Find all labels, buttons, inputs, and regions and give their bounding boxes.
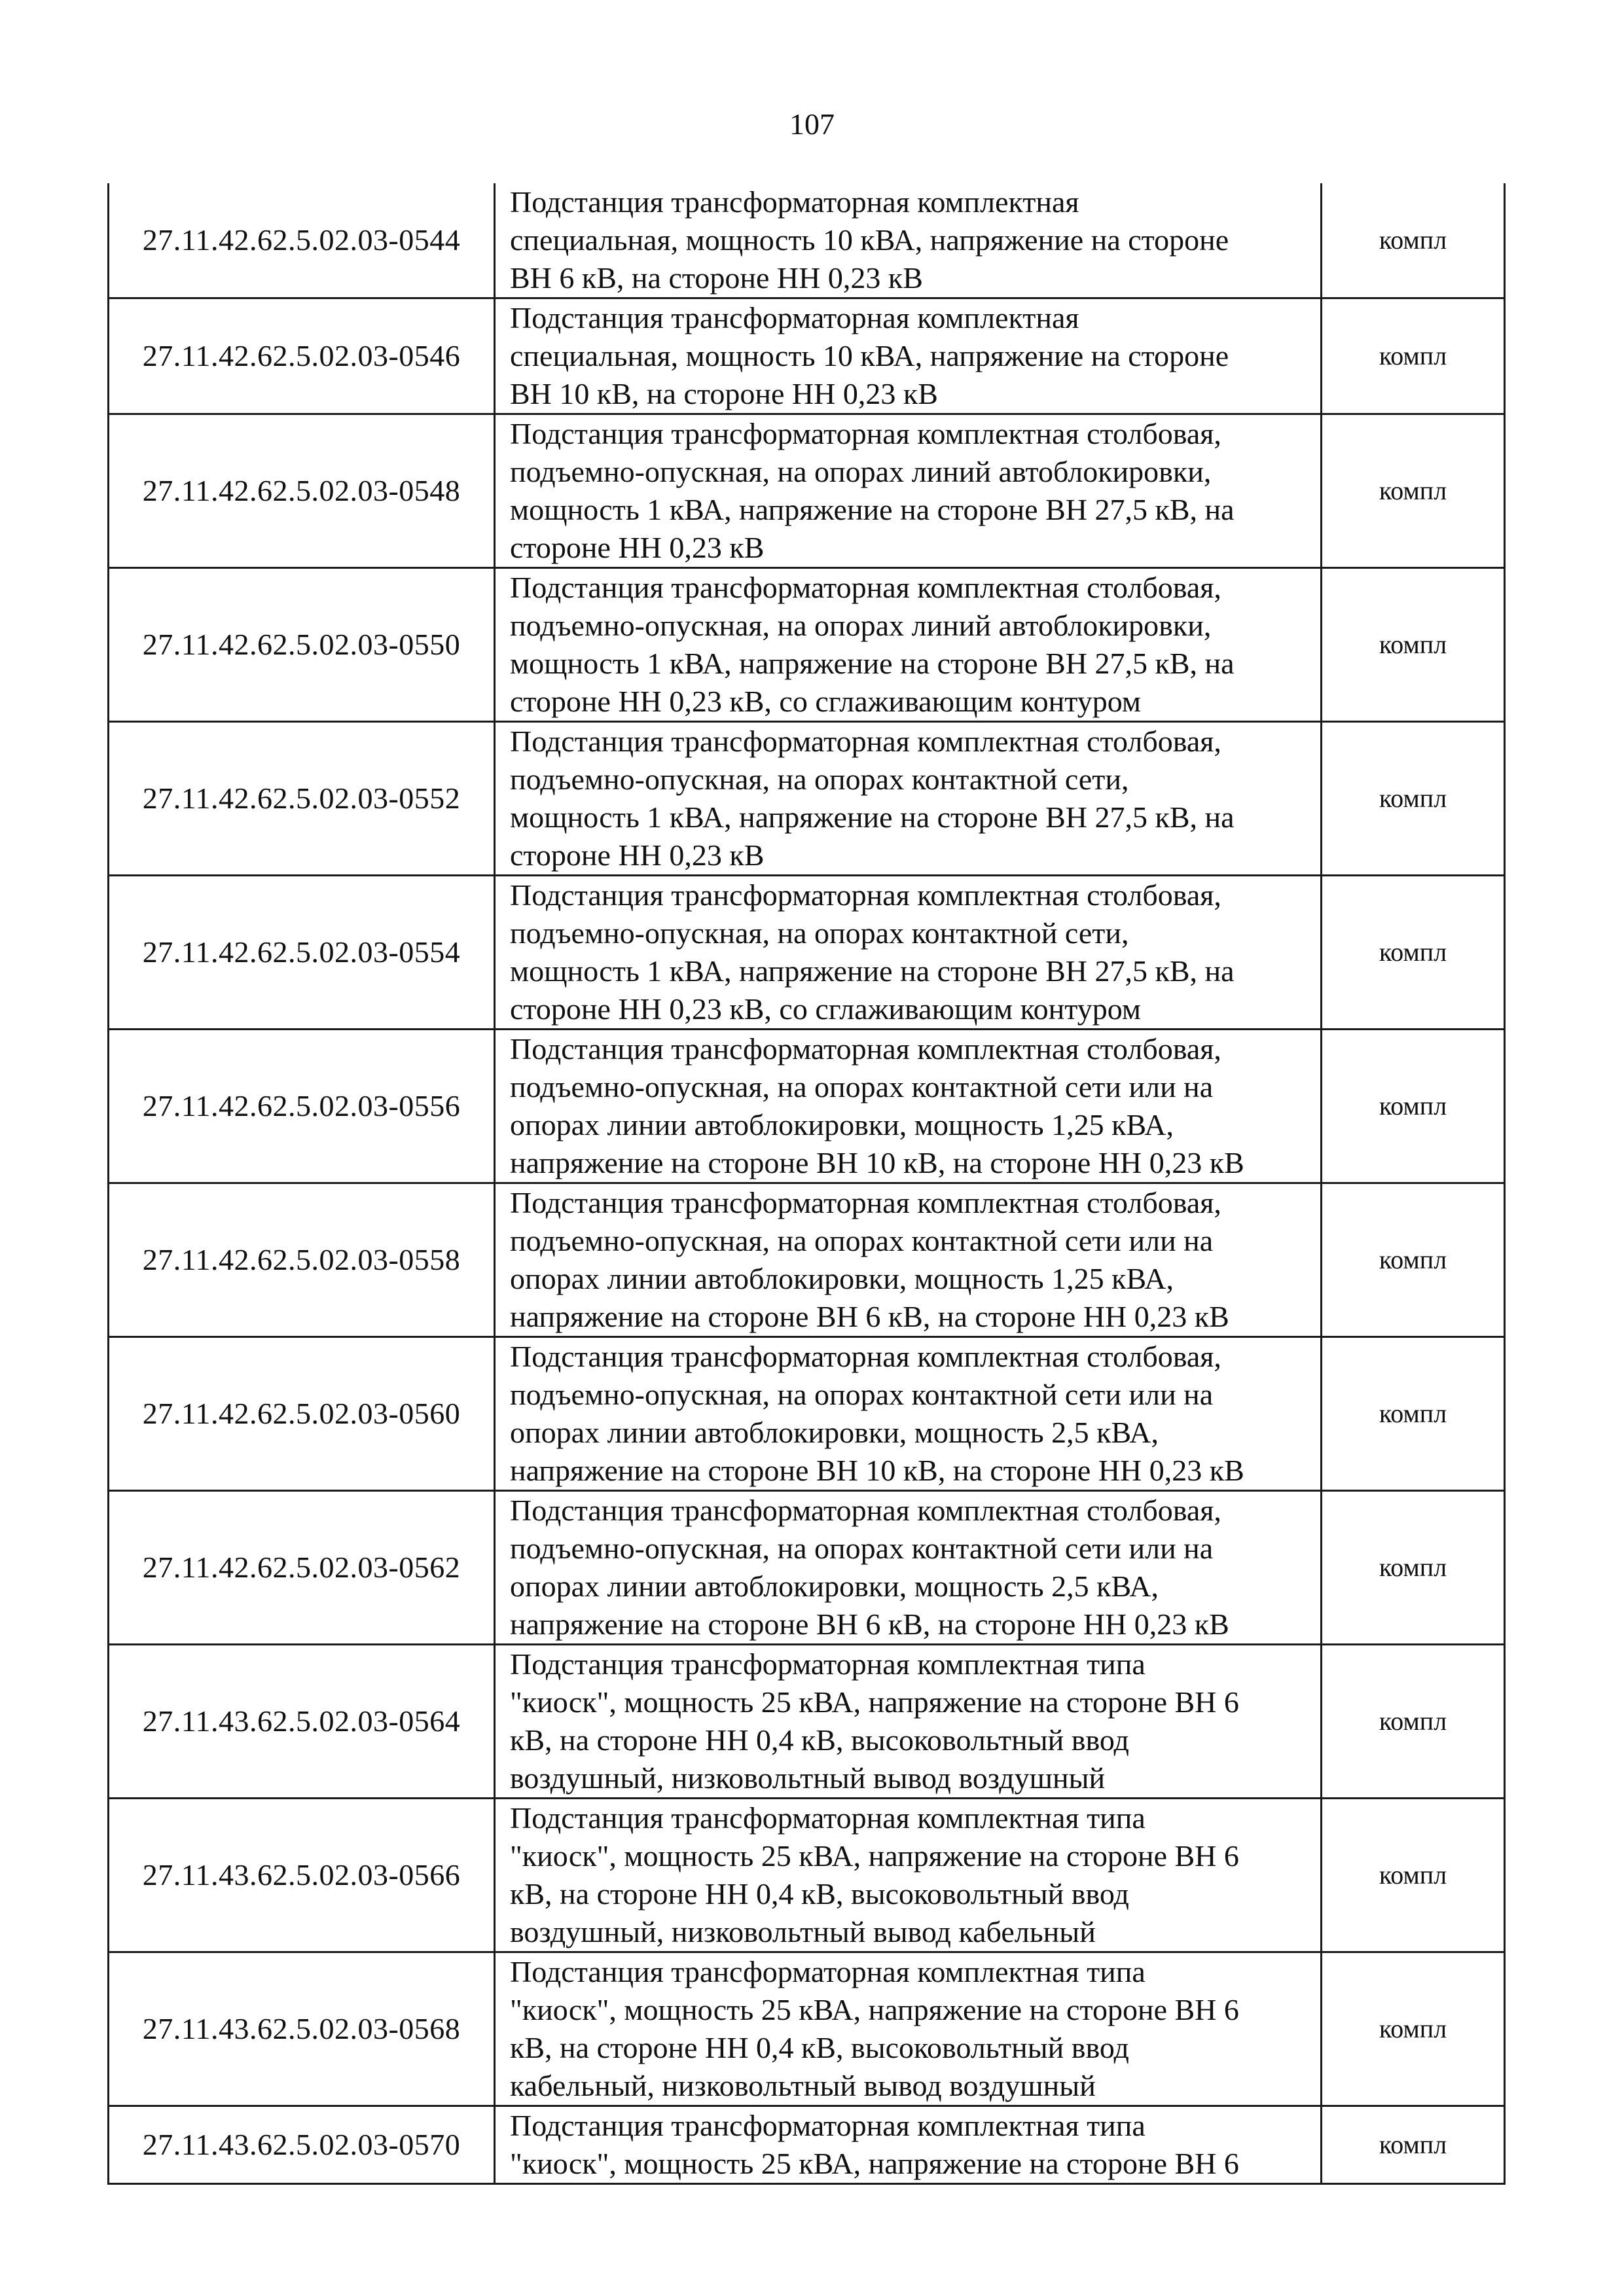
- description-line: Подстанция трансформаторная комплектная столбовая,: [510, 725, 1221, 758]
- description-line: кВ, на стороне НН 0,4 кВ, высоковольтный ввод: [510, 2031, 1129, 2064]
- unit-of-measure: компл: [1322, 414, 1505, 568]
- description-line: Подстанция трансформаторная комплектная типа: [510, 1955, 1146, 1988]
- description-line: воздушный, низковольтный вывод кабельный: [510, 1915, 1096, 1948]
- page-number: 107: [789, 107, 835, 141]
- description-line: специальная, мощность 10 кВА, напряжение на стороне: [510, 223, 1229, 257]
- table-row: [109, 2106, 1505, 2184]
- resource-code: 27.11.43.62.5.02.03-0566: [109, 1799, 495, 1952]
- table-row: [109, 1799, 1505, 1952]
- description-line: напряжение на стороне ВН 10 кВ, на стороне НН 0,23 кВ: [510, 1146, 1244, 1179]
- resource-code: 27.11.43.62.5.02.03-0570: [109, 2106, 495, 2184]
- table-row: [109, 1491, 1505, 1645]
- unit-of-measure: компл: [1322, 722, 1505, 876]
- description-line: подъемно-опускная, на опорах контактной сети или на: [510, 1378, 1214, 1411]
- unit-of-measure: компл: [1322, 1952, 1505, 2106]
- description-line: стороне НН 0,23 кВ: [510, 531, 765, 564]
- description-line: подъемно-опускная, на опорах контактной сети или на: [510, 1532, 1214, 1565]
- resource-code: 27.11.42.62.5.02.03-0548: [109, 414, 495, 568]
- resource-code: 27.11.42.62.5.02.03-0558: [109, 1183, 495, 1337]
- unit-of-measure: компл: [1322, 298, 1505, 414]
- resource-description: [495, 183, 1322, 298]
- description-line: Подстанция трансформаторная комплектная столбовая,: [510, 1340, 1221, 1373]
- description-line: подъемно-опускная, на опорах контактной сети или на: [510, 1224, 1214, 1257]
- resource-description: [495, 1799, 1322, 1952]
- table-row: [109, 722, 1505, 876]
- description-line: Подстанция трансформаторная комплектная: [510, 185, 1079, 219]
- description-line: "киоск", мощность 25 кВА, напряжение на стороне ВН 6: [510, 1685, 1239, 1719]
- table-row: [109, 1952, 1505, 2106]
- description-line: Подстанция трансформаторная комплектная типа: [510, 1647, 1146, 1681]
- resource-description: [495, 414, 1322, 568]
- resource-description: [495, 1491, 1322, 1645]
- description-line: "киоск", мощность 25 кВА, напряжение на стороне ВН 6: [510, 1839, 1239, 1873]
- description-line: специальная, мощность 10 кВА, напряжение на стороне: [510, 339, 1229, 372]
- resource-code: 27.11.42.62.5.02.03-0546: [109, 298, 495, 414]
- description-line: подъемно-опускная, на опорах контактной сети или на: [510, 1070, 1214, 1103]
- unit-of-measure: компл: [1322, 568, 1505, 722]
- table-row: [109, 1030, 1505, 1183]
- resource-description: [495, 2106, 1322, 2184]
- unit-of-measure: компл: [1322, 1030, 1505, 1183]
- description-line: мощность 1 кВА, напряжение на стороне ВН 27,5 кВ, на: [510, 647, 1235, 680]
- resource-code: 27.11.42.62.5.02.03-0560: [109, 1337, 495, 1491]
- resource-description: [495, 1183, 1322, 1337]
- unit-of-measure: компл: [1322, 1645, 1505, 1799]
- resource-code: 27.11.42.62.5.02.03-0554: [109, 876, 495, 1030]
- description-line: опорах линии автоблокировки, мощность 2,5 кВА,: [510, 1570, 1159, 1603]
- resource-code: 27.11.42.62.5.02.03-0550: [109, 568, 495, 722]
- description-line: "киоск", мощность 25 кВА, напряжение на стороне ВН 6: [510, 1993, 1239, 2026]
- description-line: кВ, на стороне НН 0,4 кВ, высоковольтный ввод: [510, 1723, 1129, 1757]
- description-line: стороне НН 0,23 кВ: [510, 838, 765, 872]
- description-line: Подстанция трансформаторная комплектная типа: [510, 2109, 1146, 2142]
- description-line: опорах линии автоблокировки, мощность 1,25 кВА,: [510, 1262, 1174, 1295]
- description-line: Подстанция трансформаторная комплектная столбовая,: [510, 878, 1221, 912]
- resource-description: [495, 876, 1322, 1030]
- resource-description: [495, 298, 1322, 414]
- resource-code: 27.11.42.62.5.02.03-0562: [109, 1491, 495, 1645]
- unit-of-measure: компл: [1322, 2106, 1505, 2184]
- description-line: подъемно-опускная, на опорах контактной сети,: [510, 916, 1129, 950]
- description-line: Подстанция трансформаторная комплектная столбовая,: [510, 417, 1221, 450]
- description-line: Подстанция трансформаторная комплектная столбовая,: [510, 571, 1221, 604]
- description-line: Подстанция трансформаторная комплектная типа: [510, 1801, 1146, 1835]
- description-line: стороне НН 0,23 кВ, со сглаживающим контуром: [510, 685, 1141, 718]
- description-line: кабельный, низковольтный вывод воздушный: [510, 2069, 1096, 2102]
- table-row: [109, 183, 1505, 298]
- description-line: мощность 1 кВА, напряжение на стороне ВН 27,5 кВ, на: [510, 954, 1235, 988]
- resource-description: [495, 1337, 1322, 1491]
- resource-description: [495, 722, 1322, 876]
- description-line: Подстанция трансформаторная комплектная столбовая,: [510, 1032, 1221, 1066]
- resource-code: 27.11.42.62.5.02.03-0556: [109, 1030, 495, 1183]
- resource-code: 27.11.43.62.5.02.03-0564: [109, 1645, 495, 1799]
- unit-of-measure: компл: [1322, 1337, 1505, 1491]
- description-line: ВН 6 кВ, на стороне НН 0,23 кВ: [510, 261, 923, 295]
- resource-description: [495, 568, 1322, 722]
- description-line: опорах линии автоблокировки, мощность 2,5 кВА,: [510, 1416, 1159, 1449]
- description-line: опорах линии автоблокировки, мощность 1,25 кВА,: [510, 1108, 1174, 1141]
- resource-description: [495, 1030, 1322, 1183]
- description-line: напряжение на стороне ВН 10 кВ, на стороне НН 0,23 кВ: [510, 1454, 1244, 1487]
- unit-of-measure: компл: [1322, 1183, 1505, 1337]
- unit-of-measure: компл: [1322, 876, 1505, 1030]
- description-line: подъемно-опускная, на опорах контактной сети,: [510, 762, 1129, 796]
- resource-description: [495, 1645, 1322, 1799]
- resource-description: [495, 1952, 1322, 2106]
- unit-of-measure: компл: [1322, 183, 1505, 298]
- description-line: стороне НН 0,23 кВ, со сглаживающим контуром: [510, 992, 1141, 1026]
- description-line: напряжение на стороне ВН 6 кВ, на стороне НН 0,23 кВ: [510, 1607, 1229, 1641]
- description-line: подъемно-опускная, на опорах линий автоблокировки,: [510, 455, 1212, 488]
- resource-code: 27.11.43.62.5.02.03-0568: [109, 1952, 495, 2106]
- description-line: кВ, на стороне НН 0,4 кВ, высоковольтный ввод: [510, 1877, 1129, 1910]
- description-line: мощность 1 кВА, напряжение на стороне ВН 27,5 кВ, на: [510, 800, 1235, 834]
- unit-of-measure: компл: [1322, 1799, 1505, 1952]
- table-body: [109, 183, 1505, 2184]
- table-row: [109, 876, 1505, 1030]
- table-row: [109, 1337, 1505, 1491]
- resource-code: 27.11.42.62.5.02.03-0544: [109, 183, 495, 298]
- table-row: [109, 568, 1505, 722]
- unit-of-measure: компл: [1322, 1491, 1505, 1645]
- table-row: [109, 298, 1505, 414]
- description-line: Подстанция трансформаторная комплектная столбовая,: [510, 1494, 1221, 1527]
- description-line: мощность 1 кВА, напряжение на стороне ВН 27,5 кВ, на: [510, 493, 1235, 526]
- description-line: "киоск", мощность 25 кВА, напряжение на стороне ВН 6: [510, 2147, 1239, 2180]
- description-line: воздушный, низковольтный вывод воздушный: [510, 1761, 1106, 1795]
- description-line: напряжение на стороне ВН 6 кВ, на стороне НН 0,23 кВ: [510, 1300, 1229, 1333]
- table-row: [109, 1645, 1505, 1799]
- table-row: [109, 1183, 1505, 1337]
- description-line: подъемно-опускная, на опорах линий автоблокировки,: [510, 609, 1212, 642]
- description-line: Подстанция трансформаторная комплектная: [510, 301, 1079, 334]
- resource-code: 27.11.42.62.5.02.03-0552: [109, 722, 495, 876]
- description-line: ВН 10 кВ, на стороне НН 0,23 кВ: [510, 377, 938, 410]
- description-line: Подстанция трансформаторная комплектная столбовая,: [510, 1186, 1221, 1219]
- table-row: [109, 414, 1505, 568]
- resources-table: [107, 183, 1506, 2185]
